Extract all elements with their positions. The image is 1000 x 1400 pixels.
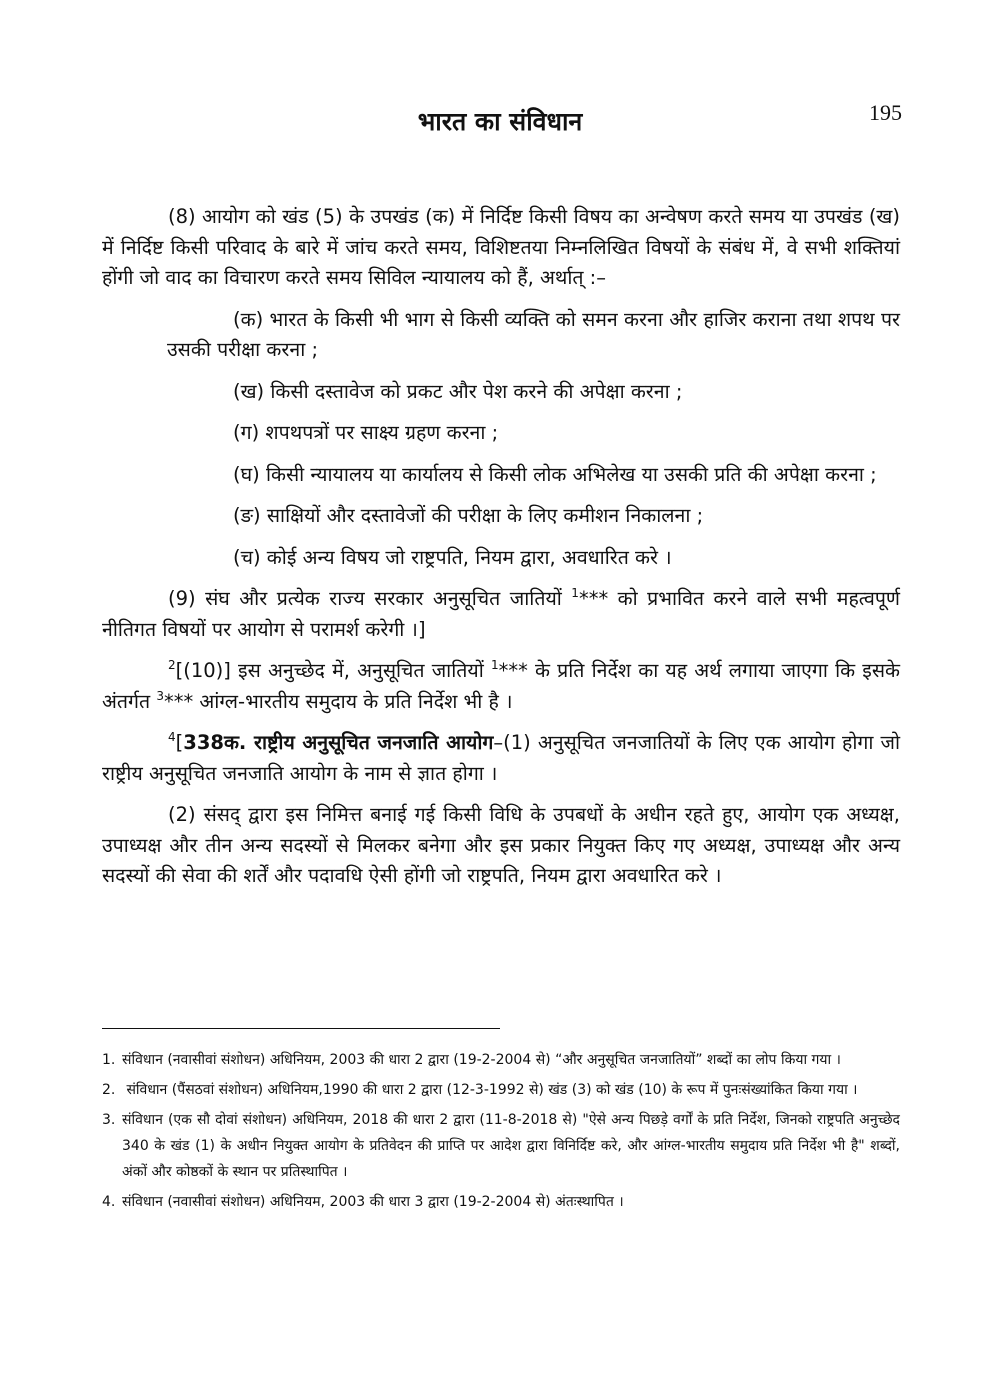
footnote-ref-4: 4 [168, 730, 176, 744]
footnote-text: संविधान (नवासीवां संशोधन) अधिनियम, 2003 की धारा 3 द्वारा (19-2-2004 से) अंतःस्थापित । [122, 1194, 624, 1210]
sub-clause-gha: (घ) किसी न्यायालय या कार्यालय से किसी लोक अभिलेख या उसकी प्रति की अपेक्षा करना ; [233, 462, 877, 486]
opening-bracket: [ [175, 731, 184, 754]
footnote-number: 1. [102, 1052, 116, 1068]
footnote-item [102, 1047, 900, 1073]
sub-clause-ga: (ग) शपथपत्रों पर साक्ष्य ग्रहण करना ; [233, 421, 499, 444]
footnote-text: संविधान (एक सौ दोवां संशोधन) अधिनियम, 2018 की धारा 2 द्वारा (11-8-2018 से) "ऐसे अन्य पिछड़े वर्गों के प्रति निर्देश, जिनको राष्ट्रपति अनुच्छेद 340 के खंड (1) के अधीन नियुक्त आयोग के प्रतिवेदन की प्राप्ति पर आदेश द्वारा विनिर्दिष्ट करे, और आंग्ल-भारतीय समुदाय प्रति निर्देश भी है" शब्दों, अंकों और कोष्ठकों के स्थान पर प्रतिस्थापित । [122, 1112, 900, 1180]
footnote-ref-1: 1 [490, 658, 499, 672]
footnote-number: 2. [102, 1082, 116, 1098]
footnotes [102, 1047, 900, 1219]
footnote-item [102, 1107, 900, 1185]
sub-clause-cha: (च) कोई अन्य विषय जो राष्ट्रपति, नियम द्वारा, अवधारित करे । [233, 545, 672, 569]
clause-10-paragraph [102, 656, 900, 717]
page-number: 195 [869, 100, 902, 125]
clause-10-text-2: के प्रति निर्देश का यह अर्थ लगाया जाएगा कि इसके अंतर्गत [102, 659, 900, 713]
page-title: भारत का संविधान [417, 107, 583, 136]
clause-9-text-end: को प्रभावित करने वाले सभी महत्वपूर्ण नीतिगत विषयों पर आयोग से परामर्श करेगी ।] [102, 587, 900, 641]
article-338a-text: –(1) अनुसूचित जनजातियों के लिए एक आयोग होगा जो राष्ट्रीय अनुसूचित जनजाति आयोग के नाम से ज्ञात होगा । [102, 731, 900, 785]
footnote-item [102, 1077, 900, 1103]
footnote-ref-3: 3 [156, 688, 164, 703]
clause-10-text-1: [(10)] इस अनुच्छेद में, अनुसूचित जातियों [175, 659, 491, 682]
footnote-ref-2: 2 [168, 658, 176, 672]
footnote-divider [102, 1028, 500, 1029]
clause-9-paragraph [102, 584, 900, 645]
footnote-number: 4. [102, 1194, 116, 1210]
omission-stars: *** [578, 587, 609, 610]
footnote-item [102, 1189, 900, 1215]
footnote-ref-1: 1 [571, 586, 579, 600]
omission-stars: *** [498, 659, 528, 682]
clause-10-text-3: आंग्ल-भारतीय समुदाय के प्रति निर्देश भी है । [193, 689, 513, 713]
article-338a-heading: 338क. राष्ट्रीय अनुसूचित जनजाति आयोग [183, 731, 494, 754]
sub-clause-ka: (क) भारत के किसी भी भाग से किसी व्यक्ति को समन करना और हाजिर कराना तथा शपथ पर उसकी परीक्षा करना ; [167, 307, 900, 361]
omission-stars: *** [163, 689, 194, 713]
footnote-text: संविधान (नवासीवां संशोधन) अधिनियम, 2003 की धारा 2 द्वारा (19-2-2004 से) “और अनुसूचित जनजातियों” शब्दों का लोप किया गया । [122, 1052, 841, 1068]
clause-9-text-start: (9) संघ और प्रत्येक राज्य सरकार अनुसूचित जातियों [168, 587, 572, 610]
sub-clause-kha: (ख) किसी दस्तावेज को प्रकट और पेश करने की अपेक्षा करना ; [233, 379, 683, 403]
article-338a-paragraph [102, 728, 900, 789]
footnote-number: 3. [102, 1112, 116, 1128]
main-text [102, 202, 900, 903]
footnote-text: संविधान (पैंसठवां संशोधन) अधिनियम,1990 की धारा 2 द्वारा (12-3-1992 से) खंड (3) को खंड (10) के रूप में पुनःसंख्यांकित किया गया । [122, 1082, 858, 1098]
sub-clause-nga: (ङ) साक्षियों और दस्तावेजों की परीक्षा के लिए कमीशन निकालना ; [233, 504, 704, 527]
clause-2-paragraph: (2) संसद् द्वारा इस निमित्त बनाई गई किसी विधि के उपबधों के अधीन रहते हुए, आयोग एक अध्यक्ष, उपाध्यक्ष और तीन अन्य सदस्यों से मिलकर बनेगा और इस प्रकार नियुक्त किए गए अध्यक्ष, उपाध्यक्ष और अन्य सदस्यों की सेवा की शर्तें और पदावधि ऐसी होंगी जो राष्ट्रपति, नियम द्वारा अवधारित करे । [102, 803, 900, 887]
clause-8-paragraph: (8) आयोग को खंड (5) के उपखंड (क) में निर्दिष्ट किसी विषय का अन्वेषण करते समय या उपखंड (ख) में निर्दिष्ट किसी परिवाद के बारे में जांच करते समय, विशिष्टतया निम्नलिखित विषयों के संबंध में, वे सभी शक्तियां होंगी जो वाद का विचारण करते समय सिविल न्यायालय को हैं, अर्थात् :– [102, 205, 900, 289]
